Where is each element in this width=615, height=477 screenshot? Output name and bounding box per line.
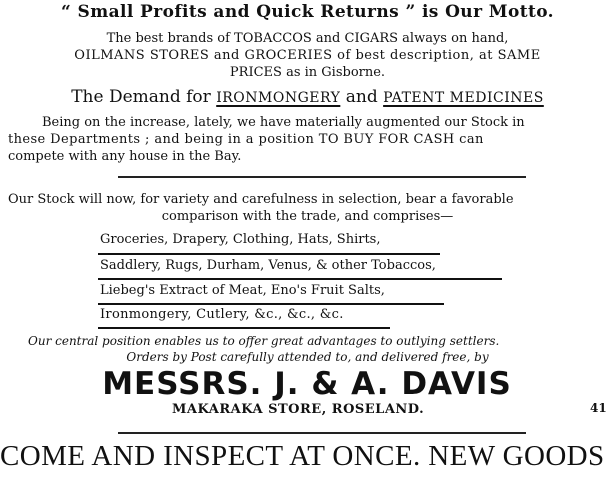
goods-list-item: Liebeg's Extract of Meat, Eno's Fruit Salts,	[100, 283, 385, 298]
reference-number: 41	[590, 401, 607, 415]
divider-bottom	[118, 432, 526, 434]
goods-list-item: Saddlery, Rugs, Durham, Venus, & other Tobaccos,	[100, 258, 436, 273]
store-address: MAKARAKA STORE, ROSELAND.	[172, 402, 425, 417]
intro-line-2: OILMANS STORES and GROCERIES of best description, at SAME	[74, 48, 541, 63]
patent-medicines-label: PATENT MEDICINES	[383, 90, 544, 106]
demand-prefix: The Demand for	[71, 87, 211, 107]
demand-heading	[0, 89, 615, 106]
central-line-1: Our central position enables us to offer great advantages to outlying settlers.	[28, 334, 500, 348]
intro-line-1: The best brands of TOBACCOS and CIGARS always on hand,	[106, 31, 509, 46]
ironmongery-label: IRONMONGERY	[216, 90, 341, 106]
goods-list-item: Ironmongery, Cutlery, &c., &c., &c.	[100, 307, 344, 322]
goods-list-rule	[98, 278, 502, 280]
goods-list-item: Groceries, Drapery, Clothing, Hats, Shirts,	[100, 232, 381, 247]
increase-line-3: compete with any house in the Bay.	[8, 149, 242, 164]
goods-list-rule	[98, 253, 440, 255]
firm-name: MESSRS. J. & A. DAVIS	[102, 366, 512, 402]
bottom-banner: COME AND INSPECT AT ONCE. NEW GOODS	[0, 440, 605, 472]
stock-line-2: comparison with the trade, and comprises—	[161, 209, 454, 224]
goods-list-rule	[98, 303, 444, 305]
motto-heading: “ Small Profits and Quick Returns ” is Our Motto.	[61, 2, 554, 22]
increase-line-2: these Departments ; and being in a position TO BUY FOR CASH can	[8, 132, 484, 147]
central-line-2: Orders by Post carefully attended to, and delivered free, by	[126, 350, 489, 364]
increase-line-1: Being on the increase, lately, we have materially augmented our Stock in	[42, 115, 525, 130]
divider-top	[118, 176, 526, 178]
demand-and: and	[345, 87, 378, 107]
intro-line-3: PRICES as in Gisborne.	[229, 65, 386, 80]
stock-line-1: Our Stock will now, for variety and carefulness in selection, bear a favorable	[8, 192, 514, 207]
goods-list-rule	[98, 327, 390, 329]
